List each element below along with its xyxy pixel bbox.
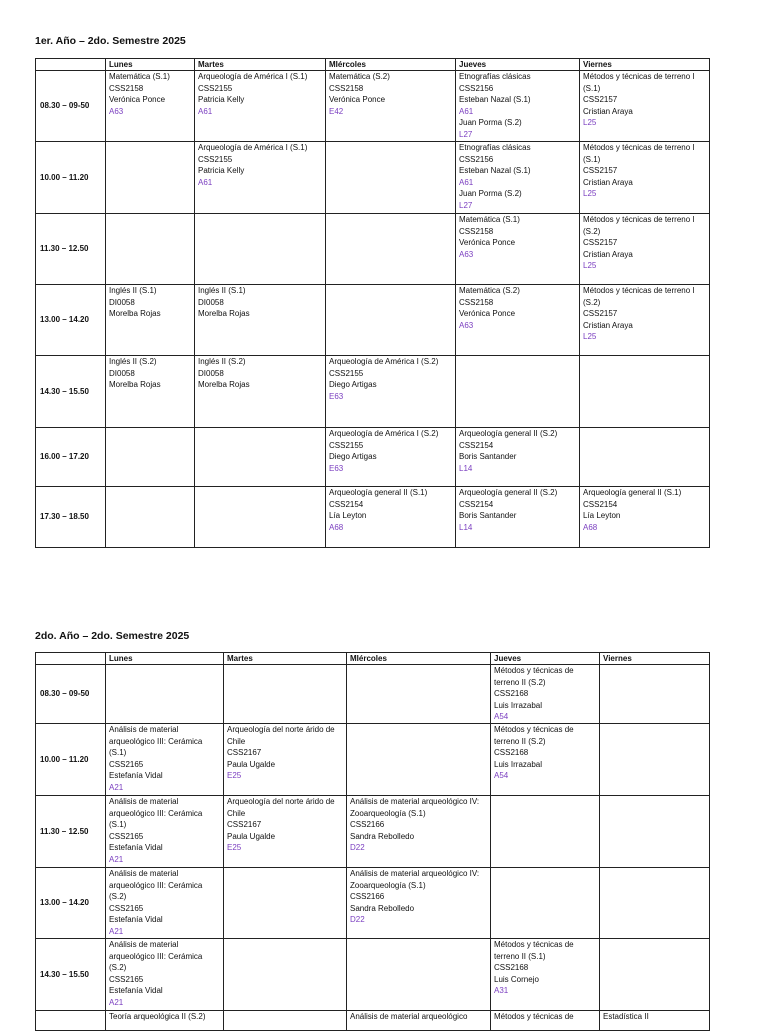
room-code: A63 [459,320,474,330]
room-code: L14 [459,522,473,532]
course-line: Métodos y técnicas de terreno I (S.2) [583,215,695,236]
room-code: A63 [459,249,474,259]
empty-cell [600,723,710,795]
room-code: A21 [109,926,124,936]
header-day: Lunes [106,653,224,665]
course-line: Métodos y técnicas de terreno I (S.2) [583,286,695,307]
course-line: Estadística II [603,1011,649,1021]
course-line: CSS2157 [583,309,618,319]
course-line: Verónica Ponce [109,95,166,105]
room-code: E42 [329,106,344,116]
course-line: CSS2165 [109,759,144,769]
room-code: A61 [198,177,213,187]
course-line: Métodos y técnicas de terreno II (S.2) [494,666,574,687]
header-day: Lunes [106,59,195,71]
course-line: Patricia Kelly [198,166,245,176]
header-corner [36,653,106,665]
room-code: A61 [198,106,213,116]
course-line: Verónica Ponce [459,309,516,319]
time-slot: 10.00 – 11.20 [36,723,106,795]
schedule-table [35,58,710,548]
course-cell [195,356,326,428]
empty-cell [600,938,710,1010]
course-line: CSS2167 [227,820,262,830]
table-row [36,665,710,724]
course-line: Arqueología de América I (S.1) [198,72,308,81]
course-line: Análisis de material arqueológico III: Cerámica (S.2) [109,939,203,973]
course-cell [580,71,710,142]
room-code: A21 [109,997,124,1007]
course-line: CSS2167 [227,748,262,758]
empty-cell [106,665,224,724]
time-slot: 08.30 – 09-50 [36,665,106,724]
empty-cell [106,214,195,285]
course-line: Teoría arqueológica II (S.2) [109,1011,206,1021]
course-line: Análisis de material arqueológico [350,1011,468,1021]
course-line: Patricia Kelly [198,95,245,105]
course-line: Estefanía Vidal [109,843,163,853]
course-line: Inglés II (S.2) [109,357,157,366]
course-line: Verónica Ponce [329,95,386,105]
room-code: E25 [227,771,242,781]
course-line: Análisis de material arqueológico IV: Zooarqueología (S.1) [350,868,480,890]
time-slot: 11.30 – 12.50 [36,214,106,285]
empty-cell [326,285,456,356]
course-line: CSS2168 [494,748,529,758]
empty-cell [195,214,326,285]
empty-cell [600,795,710,867]
course-line: CSS2168 [494,689,529,699]
header-row [36,653,710,665]
course-line: Paula Ugalde [227,759,276,769]
course-cell [456,142,580,214]
course-cell [326,356,456,428]
course-line: Verónica Ponce [459,238,516,248]
course-line: CSS2156 [459,83,494,93]
course-cell [347,867,491,938]
course-cell [491,665,600,724]
course-cell [456,214,580,285]
course-line: Arqueología general II (S.2) [459,488,558,497]
empty-cell [106,428,195,487]
table-row [36,723,710,795]
course-line: CSS2165 [109,903,144,913]
room-code: L25 [583,261,597,271]
course-cell [580,142,710,214]
course-line: Etnografías clásicas [459,143,531,152]
schedule-table [35,652,710,1031]
course-line: Estefanía Vidal [109,986,163,996]
course-line: CSS2154 [583,499,618,509]
course-line: Diego Artigas [329,452,377,462]
room-code: A68 [329,522,344,532]
course-line: Matemática (S.1) [459,215,520,224]
course-line: CSS2156 [459,154,494,164]
table-row [36,356,710,428]
course-line: Análisis de material arqueológico IV: Zooarqueología (S.1) [350,796,480,818]
room-code: A63 [109,106,124,116]
course-cell [195,71,326,142]
course-cell [195,142,326,214]
course-line: Arqueología general II (S.1) [583,488,682,497]
room-code: E25 [227,843,242,853]
course-line: Matemática (S.1) [109,72,170,81]
room-code: D22 [350,843,365,853]
course-line: CSS2157 [583,238,618,248]
course-cell [456,487,580,548]
table-row [36,285,710,356]
course-cell [491,723,600,795]
course-cell [106,1010,224,1030]
time-slot: 13.00 – 14.20 [36,285,106,356]
empty-cell [224,867,347,938]
empty-cell [106,487,195,548]
course-line: CSS2155 [329,440,364,450]
course-line: DI0058 [109,297,135,307]
course-line: CSS2155 [329,368,364,378]
room-code: A61 [459,106,474,116]
course-cell [491,938,600,1010]
room-code: A61 [459,177,474,187]
time-slot: 13.00 – 14.20 [36,867,106,938]
course-line: Boris Santander [459,452,517,462]
room-code: L25 [583,332,597,342]
room-code: A68 [583,522,598,532]
empty-cell [224,938,347,1010]
empty-cell [106,142,195,214]
course-line: CSS2157 [583,95,618,105]
course-line: CSS2154 [459,499,494,509]
course-line: Análisis de material arqueológico III: Cerámica (S.1) [109,796,203,830]
time-slot: 14.30 – 15.50 [36,356,106,428]
course-line: Cristian Araya [583,177,633,187]
table-row [36,214,710,285]
course-line: CSS2155 [198,83,233,93]
time-slot: 17.30 – 18.50 [36,487,106,548]
room-code: D22 [350,915,365,925]
course-line: Arqueología de América I (S.2) [329,429,439,438]
room-code: E63 [329,391,344,401]
course-line: Esteban Nazal (S.1) [459,95,531,105]
empty-cell [347,723,491,795]
header-day: Jueves [456,59,580,71]
room-code: E63 [329,463,344,473]
course-line: Análisis de material arqueológico III: Cerámica (S.2) [109,868,203,902]
course-line: Lía Leyton [329,511,367,521]
course-cell [106,723,224,795]
course-line: Cristian Araya [583,249,633,259]
table-row [36,795,710,867]
room-code: L27 [459,129,473,139]
empty-cell [580,428,710,487]
room-code: L25 [583,118,597,128]
table-row [36,938,710,1010]
table-row [36,1010,710,1030]
schedule-title: 2do. Año – 2do. Semestre 2025 [35,630,190,642]
course-line: Métodos y técnicas de terreno I (S.1) [583,72,695,93]
empty-cell [491,795,600,867]
course-line: Cristian Araya [583,106,633,116]
course-cell [600,1010,710,1030]
course-line: Sandra Rebolledo [350,903,415,913]
schedule-title: 1er. Año – 2do. Semestre 2025 [35,35,186,47]
course-line: Morelba Rojas [198,309,250,319]
course-line: Estefanía Vidal [109,771,163,781]
course-line: Arqueología general II (S.1) [329,488,428,497]
room-code: L14 [459,463,473,473]
empty-cell [326,214,456,285]
room-code: A31 [494,986,509,996]
course-cell [491,1010,600,1030]
course-cell [580,214,710,285]
course-line: Métodos y técnicas de [494,1011,574,1021]
course-line: CSS2154 [459,440,494,450]
course-line: Cristian Araya [583,320,633,330]
course-line: Matemática (S.2) [459,286,520,295]
room-code: A54 [494,771,509,781]
course-line: Paula Ugalde [227,831,276,841]
course-cell [347,795,491,867]
course-line: CSS2165 [109,831,144,841]
course-line: Inglés II (S.1) [198,286,246,295]
empty-cell [224,665,347,724]
course-cell [580,285,710,356]
header-day: Jueves [491,653,600,665]
empty-cell [600,665,710,724]
course-cell [580,487,710,548]
empty-cell [326,142,456,214]
course-line: Esteban Nazal (S.1) [459,166,531,176]
header-day: MIércoles [326,59,456,71]
course-line: Arqueología de América I (S.2) [329,357,439,366]
course-line: Juan Porma (S.2) [459,189,522,199]
empty-cell [600,867,710,938]
course-line: CSS2158 [459,297,494,307]
course-line: Morelba Rojas [198,380,250,390]
empty-cell [456,356,580,428]
course-line: Morelba Rojas [109,380,161,390]
empty-cell [347,938,491,1010]
time-slot: 10.00 – 11.20 [36,142,106,214]
course-line: Arqueología del norte árido de Chile [227,724,335,746]
course-line: Etnografías clásicas [459,72,531,81]
course-line: Métodos y técnicas de terreno II (S.1) [494,939,574,961]
course-line: CSS2158 [459,226,494,236]
course-line: Diego Artigas [329,380,377,390]
course-cell [106,356,195,428]
table-row [36,487,710,548]
course-line: Boris Santander [459,511,517,521]
empty-cell [580,356,710,428]
course-cell [456,428,580,487]
course-line: DI0058 [198,368,224,378]
header-day: Viernes [580,59,710,71]
course-cell [106,285,195,356]
course-line: CSS2158 [329,83,364,93]
course-line: DI0058 [109,368,135,378]
course-cell [106,71,195,142]
course-line: Análisis de material arqueológico III: Cerámica (S.1) [109,724,203,758]
course-line: DI0058 [198,297,224,307]
course-cell [224,795,347,867]
course-cell [326,71,456,142]
header-corner [36,59,106,71]
empty-cell [347,665,491,724]
header-day: Viernes [600,653,710,665]
course-line: Estefanía Vidal [109,915,163,925]
course-cell [326,428,456,487]
time-slot: 11.30 – 12.50 [36,795,106,867]
course-line: CSS2157 [583,166,618,176]
course-cell [195,285,326,356]
header-day: Martes [195,59,326,71]
course-line: Juan Porma (S.2) [459,118,522,128]
course-line: Luis Cornejo [494,974,539,984]
room-code: L25 [583,189,597,199]
course-cell [347,1010,491,1030]
course-line: Sandra Rebolledo [350,831,415,841]
course-cell [456,285,580,356]
course-line: Arqueología del norte árido de Chile [227,796,335,818]
course-line: CSS2168 [494,963,529,973]
header-day: MIércoles [347,653,491,665]
course-line: CSS2166 [350,820,385,830]
empty-cell [224,1010,347,1030]
course-line: Métodos y técnicas de terreno I (S.1) [583,143,695,164]
course-cell [326,487,456,548]
time-slot: 16.00 – 17.20 [36,428,106,487]
course-line: CSS2165 [109,974,144,984]
room-code: A54 [494,712,509,722]
room-code: L27 [459,200,473,210]
course-cell [106,938,224,1010]
course-line: Matemática (S.2) [329,72,390,81]
course-line: CSS2158 [109,83,144,93]
table-row [36,142,710,214]
course-cell [106,867,224,938]
course-line: CSS2166 [350,892,385,902]
course-line: CSS2155 [198,154,233,164]
time-slot: 08.30 – 09-50 [36,71,106,142]
table-row [36,428,710,487]
course-line: Inglés II (S.1) [109,286,157,295]
table-row [36,71,710,142]
course-line: Luis Irrazabal [494,759,543,769]
course-line: CSS2154 [329,499,364,509]
course-line: Inglés II (S.2) [198,357,246,366]
room-code: A21 [109,854,124,864]
header-day: Martes [224,653,347,665]
course-line: Métodos y técnicas de terreno II (S.2) [494,724,574,746]
course-line: Morelba Rojas [109,309,161,319]
empty-cell [195,428,326,487]
course-line: Arqueología de América I (S.1) [198,143,308,152]
header-row [36,59,710,71]
course-cell [456,71,580,142]
time-slot [36,1010,106,1030]
time-slot: 14.30 – 15.50 [36,938,106,1010]
room-code: A21 [109,782,124,792]
empty-cell [195,487,326,548]
course-line: Lía Leyton [583,511,621,521]
course-line: Luis Irrazabal [494,700,543,710]
course-line: Arqueología general II (S.2) [459,429,558,438]
table-row [36,867,710,938]
empty-cell [491,867,600,938]
course-cell [224,723,347,795]
course-cell [106,795,224,867]
